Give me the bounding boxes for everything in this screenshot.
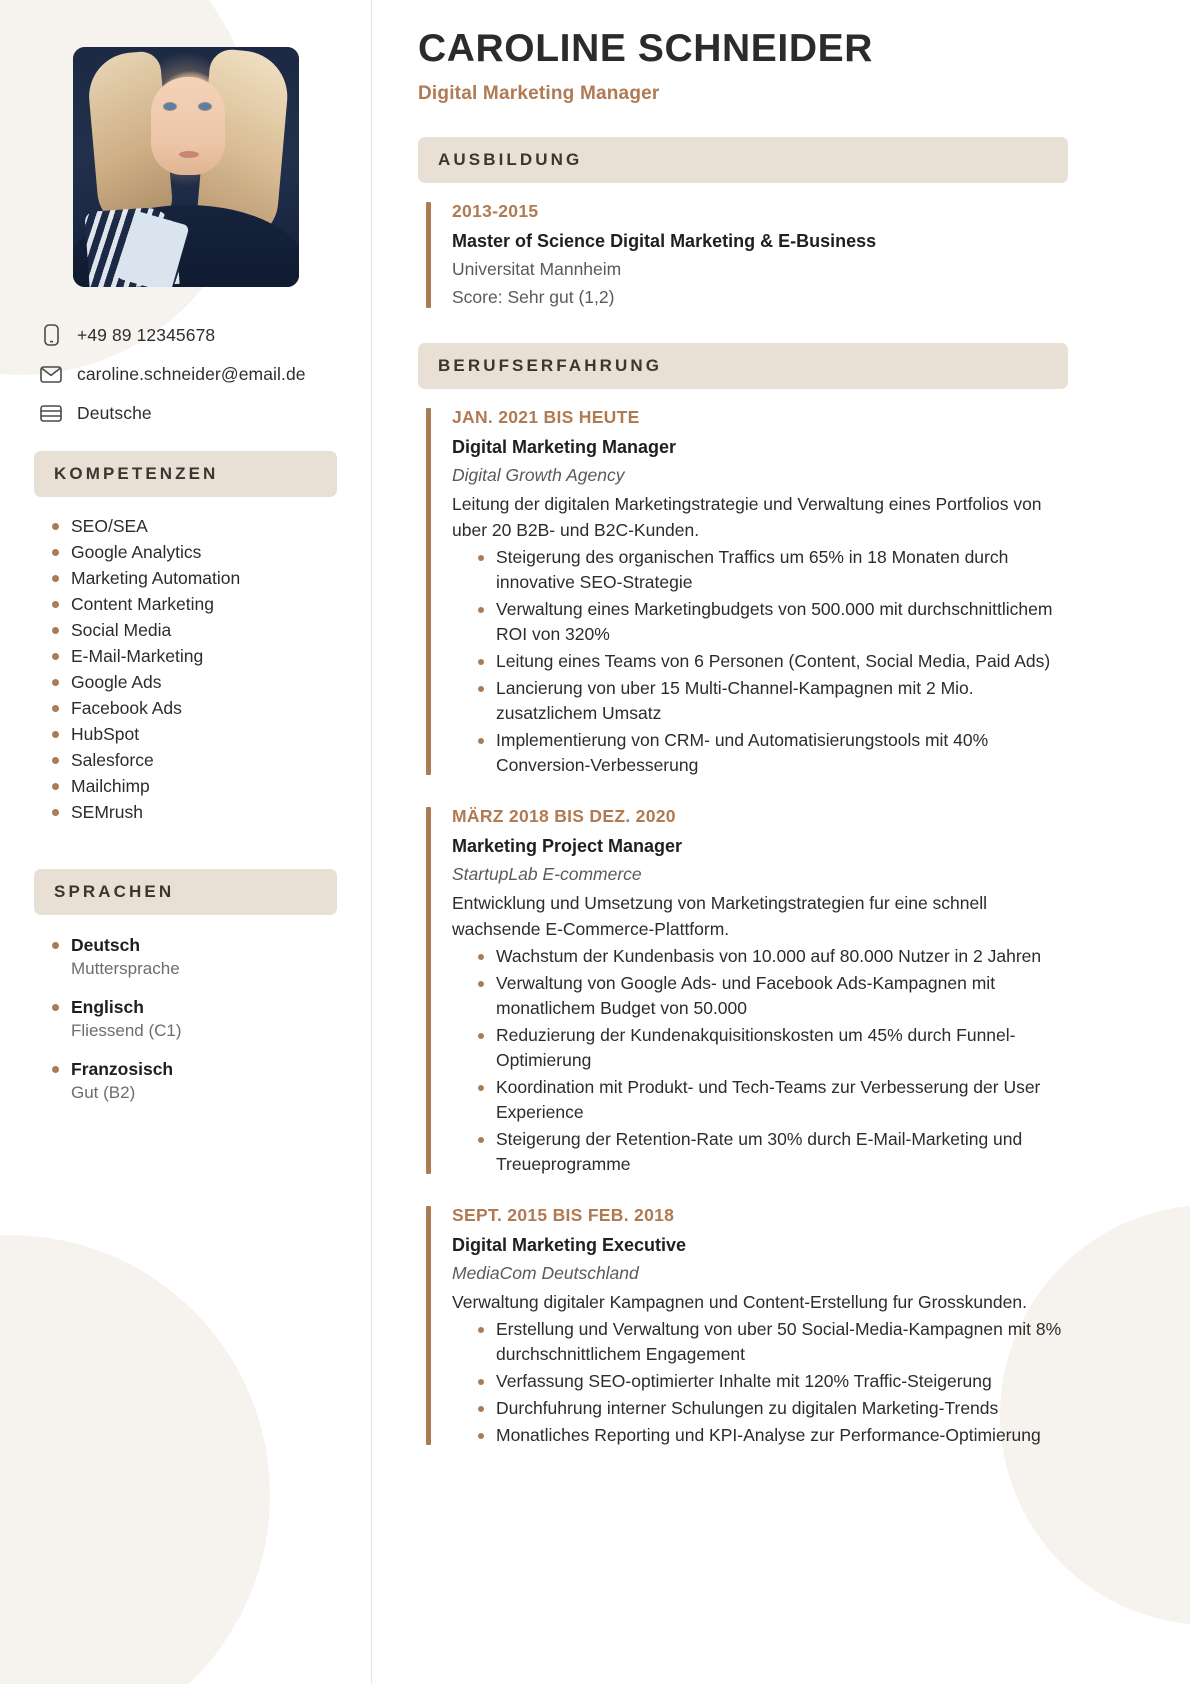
page-title: CAROLINE SCHNEIDER <box>418 27 873 70</box>
experience-bullet: Implementierung von CRM- und Automatisierungstools mit 40% Conversion-Verbesserung <box>475 728 1068 778</box>
experience-bullets <box>452 944 1068 1177</box>
experience-bullet: Verfassung SEO-optimierter Inhalte mit 120% Traffic-Steigerung <box>475 1369 1068 1394</box>
photo-eye-right <box>199 103 211 110</box>
experience-entry <box>418 803 1068 1177</box>
experience-company: MediaCom Deutschland <box>452 1262 639 1283</box>
contact-item-phone[interactable] <box>40 323 337 347</box>
experience-job-title: Marketing Project Manager <box>452 835 683 856</box>
skill-item: Social Media <box>44 617 337 643</box>
contact-value-email: caroline.schneider@email.de <box>77 363 306 384</box>
language-level: Muttersprache <box>71 959 180 978</box>
experience-job-title: Digital Marketing Manager <box>452 436 677 457</box>
experience-bullet: Steigerung des organischen Traffics um 65% in 18 Monaten durch innovative SEO-Strategie <box>475 545 1068 595</box>
education-institution: Universitat Mannheim <box>452 258 622 279</box>
photo-eye-left <box>164 103 176 110</box>
language-name: Englisch <box>71 997 144 1017</box>
experience-date: MÄRZ 2018 BIS DEZ. 2020 <box>452 805 676 826</box>
experience-date: SEPT. 2015 BIS FEB. 2018 <box>452 1204 675 1225</box>
photo-lips <box>179 151 199 158</box>
job-title-subtitle: Digital Marketing Manager <box>418 82 660 104</box>
contact-item-nationality <box>40 401 337 425</box>
experience-bullet: Wachstum der Kundenbasis von 10.000 auf 80.000 Nutzer in 2 Jahren <box>475 944 1068 969</box>
contact-value-phone: +49 89 12345678 <box>77 324 216 345</box>
photo-face <box>151 77 225 175</box>
envelope-icon <box>40 362 62 386</box>
experience-bullet: Koordination mit Produkt- und Tech-Teams zur Verbesserung der User Experience <box>475 1075 1068 1125</box>
experience-bullet: Monatliches Reporting und KPI-Analyse zur Performance-Optimierung <box>475 1423 1068 1448</box>
language-item <box>44 933 337 981</box>
skill-item: Salesforce <box>44 747 337 773</box>
experience-description: Entwicklung und Umsetzung von Marketingstrategien fur eine schnell wachsende E-Commerce-Plattform. <box>452 892 988 939</box>
skill-item: HubSpot <box>44 721 337 747</box>
education-entry <box>418 198 1068 311</box>
sidebar <box>0 0 372 1684</box>
language-level: Gut (B2) <box>71 1083 136 1102</box>
section-header-skills: KOMPETENZEN <box>34 451 337 497</box>
skill-item: SEO/SEA <box>44 513 337 539</box>
contact-value-nationality: Deutsche <box>77 402 152 423</box>
experience-bullets <box>452 1317 1068 1448</box>
skill-item: Google Analytics <box>44 539 337 565</box>
language-item <box>44 995 337 1043</box>
experience-bullet: Erstellung und Verwaltung von uber 50 Social-Media-Kampagnen mit 8% durchschnittlichem Engagement <box>475 1317 1068 1367</box>
skill-item: Marketing Automation <box>44 565 337 591</box>
language-item <box>44 1057 337 1105</box>
main-content <box>372 0 1190 1684</box>
phone-icon <box>40 323 62 347</box>
experience-description: Leitung der digitalen Marketingstrategie und Verwaltung eines Portfolios von uber 20 B2B- und B2C-Kunden. <box>452 493 1042 540</box>
id-card-icon <box>40 401 62 425</box>
skill-item: SEMrush <box>44 799 337 825</box>
experience-bullet: Durchfuhrung interner Schulungen zu digitalen Marketing-Trends <box>475 1396 1068 1421</box>
language-name: Franzosisch <box>71 1059 174 1079</box>
experience-bullet: Verwaltung eines Marketingbudgets von 500.000 mit durchschnittlichem ROI von 320% <box>475 597 1068 647</box>
experience-company: StartupLab E-commerce <box>452 863 642 884</box>
languages-list <box>34 933 337 1105</box>
section-header-experience: BERUFSERFAHRUNG <box>418 343 1068 389</box>
profile-photo-image <box>73 47 299 287</box>
experience-entry <box>418 1202 1068 1448</box>
experience-bullet: Steigerung der Retention-Rate um 30% durch E-Mail-Marketing und Treueprogramme <box>475 1127 1068 1177</box>
experience-entry <box>418 404 1068 778</box>
experience-bullet: Reduzierung der Kundenakquisitionskosten um 45% durch Funnel-Optimierung <box>475 1023 1068 1073</box>
skill-item: Facebook Ads <box>44 695 337 721</box>
skill-item: Google Ads <box>44 669 337 695</box>
skill-item: Mailchimp <box>44 773 337 799</box>
experience-bullets <box>452 545 1068 778</box>
skill-item: E-Mail-Marketing <box>44 643 337 669</box>
education-degree: Master of Science Digital Marketing & E-Business <box>452 230 877 251</box>
contact-item-email[interactable] <box>40 362 337 386</box>
experience-bullet: Verwaltung von Google Ads- und Facebook Ads-Kampagnen mit monatlichem Budget von 50.000 <box>475 971 1068 1021</box>
experience-company: Digital Growth Agency <box>452 464 625 485</box>
experience-date: JAN. 2021 BIS HEUTE <box>452 406 640 427</box>
experience-bullet: Lancierung von uber 15 Multi-Channel-Kampagnen mit 2 Mio. zusatzlichem Umsatz <box>475 676 1068 726</box>
contact-list <box>34 323 337 425</box>
education-date: 2013-2015 <box>452 200 539 221</box>
profile-photo <box>73 47 299 287</box>
language-level: Fliessend (C1) <box>71 1021 182 1040</box>
experience-description: Verwaltung digitaler Kampagnen und Content-Erstellung fur Grosskunden. <box>452 1291 1027 1312</box>
section-header-education: AUSBILDUNG <box>418 137 1068 183</box>
experience-job-title: Digital Marketing Executive <box>452 1234 687 1255</box>
section-header-languages: SPRACHEN <box>34 869 337 915</box>
skills-list <box>34 513 337 825</box>
language-name: Deutsch <box>71 935 141 955</box>
skill-item: Content Marketing <box>44 591 337 617</box>
experience-bullet: Leitung eines Teams von 6 Personen (Content, Social Media, Paid Ads) <box>475 649 1068 674</box>
education-score: Score: Sehr gut (1,2) <box>452 286 615 307</box>
